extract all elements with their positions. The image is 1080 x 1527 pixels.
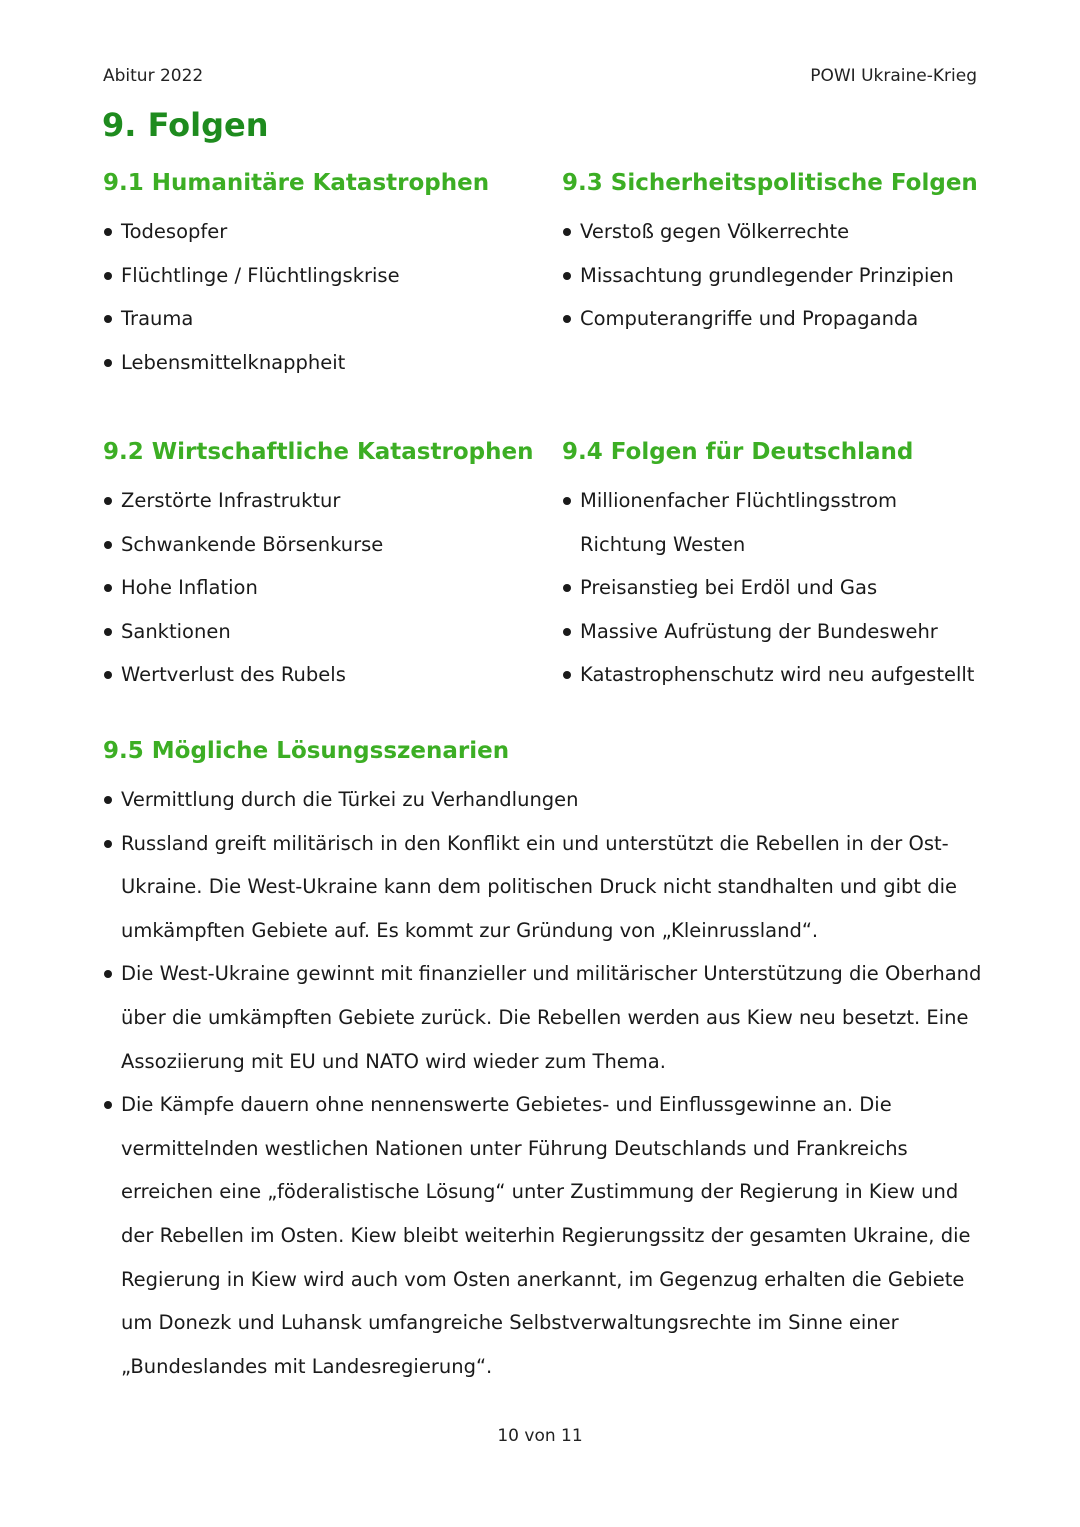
list-item: Lebensmittelknappheit <box>103 341 523 385</box>
list-item: Computerangriffe und Propaganda <box>562 297 1002 341</box>
list-item: Hohe Inflation <box>103 566 543 610</box>
list-item: Flüchtlinge / Flüchtlingskrise <box>103 254 523 298</box>
list-item: Sanktionen <box>103 610 543 654</box>
list-item: Vermittlung durch die Türkei zu Verhandlungen <box>103 778 983 822</box>
section-security-policy <box>562 170 1002 341</box>
bullet-list <box>103 479 543 697</box>
list-item: Massive Aufrüstung der Bundeswehr <box>562 610 982 654</box>
list-item: Die Kämpfe dauern ohne nennenswerte Gebietes- und Einflussgewinne an. Die vermittelnden westlichen Nationen unter Führung Deutschlands und Frankreichs erreichen eine „föderalistische Lösung“ unter Zustimmung der Regierung in Kiew und der Rebellen im Osten. Kiew bleibt weiterhin Regierungssitz der gesamten Ukraine, die Regierung in Kiew wird auch vom Osten anerkannt, im Gegenzug erhalten die Gebiete um Donezk und Luhansk umfangreiche Selbstverwaltungsrechte im Sinne einer „Bundeslandes mit Landesregierung“. <box>103 1083 983 1388</box>
list-item: Die West-Ukraine gewinnt mit finanzieller und militärischer Unterstützung die Oberhand über die umkämpften Gebiete zurück. Die Rebellen werden aus Kiew neu besetzt. Eine Assoziierung mit EU und NATO wird wieder zum Thema. <box>103 952 983 1083</box>
section-germany <box>562 439 982 697</box>
list-item: Missachtung grundlegender Prinzipien <box>562 254 1002 298</box>
bullet-list <box>103 210 523 384</box>
section-title: 9.1 Humanitäre Katastrophen <box>103 170 490 196</box>
section-solution-scenarios <box>103 738 983 1388</box>
list-item: Millionenfacher Flüchtlingsstrom Richtung Westen <box>562 479 960 566</box>
header-left-text: Abitur 2022 <box>103 66 204 86</box>
bullet-list <box>562 210 1002 341</box>
list-item: Wertverlust des Rubels <box>103 653 543 697</box>
list-item: Trauma <box>103 297 523 341</box>
bullet-list <box>103 778 983 1388</box>
header-right-text: POWI Ukraine-Krieg <box>810 66 977 86</box>
list-item: Katastrophenschutz wird neu aufgestellt <box>562 653 982 697</box>
section-title: 9.3 Sicherheitspolitische Folgen <box>562 170 978 196</box>
section-title: 9.5 Mögliche Lösungsszenarien <box>103 738 510 764</box>
section-title: 9.4 Folgen für Deutschland <box>562 439 914 465</box>
list-item: Todesopfer <box>103 210 523 254</box>
list-item: Preisanstieg bei Erdöl und Gas <box>562 566 982 610</box>
section-economic <box>103 439 543 697</box>
chapter-title: 9. Folgen <box>102 106 269 144</box>
section-title: 9.2 Wirtschaftliche Katastrophen <box>103 439 534 465</box>
page-number: 10 von 11 <box>497 1426 583 1446</box>
page-header <box>103 66 977 90</box>
list-item: Russland greift militärisch in den Konflikt ein und unterstützt die Rebellen in der Ost-Ukraine. Die West-Ukraine kann dem politischen Druck nicht standhalten und gibt die umkämpften Gebiete auf. Es kommt zur Gründung von „Kleinrussland“. <box>103 822 983 953</box>
list-item: Schwankende Börsenkurse <box>103 523 543 567</box>
section-humanitarian <box>103 170 523 384</box>
list-item: Zerstörte Infrastruktur <box>103 479 543 523</box>
list-item: Verstoß gegen Völkerrechte <box>562 210 1002 254</box>
bullet-list <box>562 479 982 697</box>
